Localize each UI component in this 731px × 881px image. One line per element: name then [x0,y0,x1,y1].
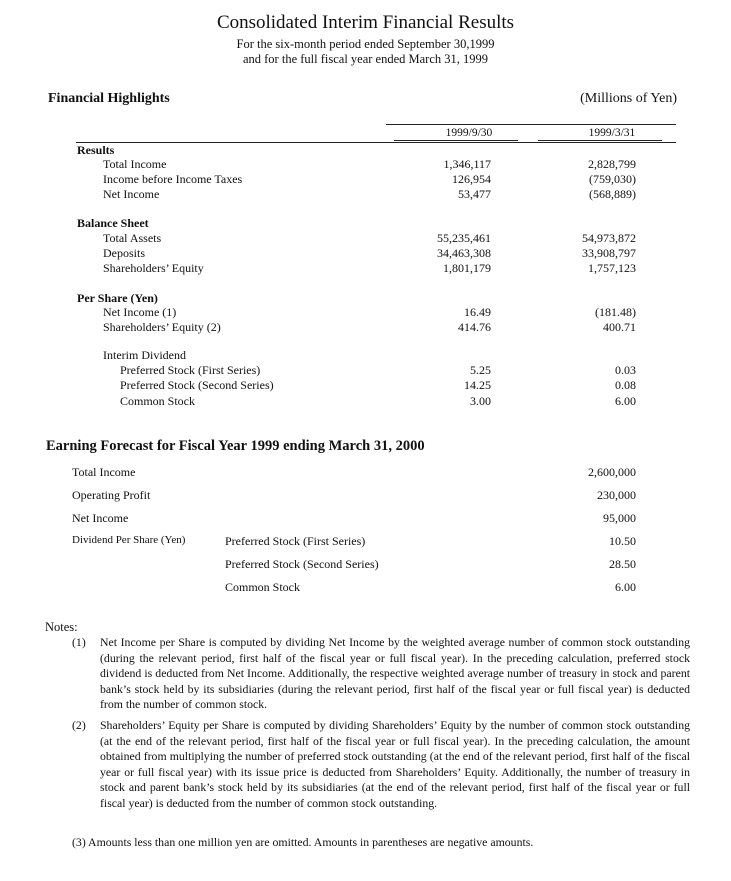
row-label: Net Income (1) [103,305,177,319]
value-cell: 126,954 [452,172,491,186]
note-2-text: Shareholders’ Equity per Share is computed by dividing Shareholders’ Equity by the number of common stock outstanding (at the end of the relevant period, first half of the fiscal year or full fiscal year). In the preceding calculation, the amount obtained from multiplying the number of preferred stock outstanding (at the end of the relevant period, first half of the fiscal year or full fiscal year) with its issue price is deducted from Shareholders’ Equity. Additionally, the number of treasury in stock and parent bank’s stock held by its subsidiaries (at the end of the relevant period, first half of the fiscal year or full fiscal year) is deducted from the number of common stock outstanding. [100,718,690,810]
forecast-label: Preferred Stock (First Series) [225,534,366,548]
value-cell: (568,889) [589,187,636,201]
value-cell: 1,757,123 [588,261,636,275]
row-label: Deposits [103,246,145,260]
forecast-value: 95,000 [603,511,636,525]
forecast-value: 6.00 [615,580,636,594]
row-label: Preferred Stock (Second Series) [120,378,274,392]
column-rule-2 [538,140,662,141]
note-number: (1) [72,635,86,649]
notes-heading: Notes: [45,620,78,634]
unit-label: (Millions of Yen) [580,91,677,106]
value-cell: 16.49 [464,305,491,319]
dividend-per-share-label: Dividend Per Share (Yen) [72,534,186,546]
subtitle-line-2: and for the full fiscal year ended March 31, 1999 [242,52,489,66]
value-cell: 54,973,872 [582,231,636,245]
row-label: Shareholders’ Equity (2) [103,320,221,334]
per-share-heading: Per Share (Yen) [77,291,158,305]
interim-dividend-heading: Interim Dividend [103,348,186,362]
row-label: Shareholders’ Equity [103,261,204,275]
column-rule-1 [394,140,518,141]
forecast-value: 28.50 [609,557,636,571]
subtitle-line-1: For the six-month period ended September 30,1999 [236,37,495,51]
value-cell: 1,801,179 [443,261,491,275]
value-cell: 1,346,117 [443,157,491,171]
document-title: Consolidated Interim Financial Results [216,12,515,33]
row-label: Income before Income Taxes [103,172,243,186]
value-cell: 5.25 [470,363,491,377]
balance-sheet-heading: Balance Sheet [77,216,149,230]
note-number: (2) [72,718,86,732]
row-label: Common Stock [120,394,196,408]
results-heading: Results [77,143,115,157]
forecast-label: Total Income [72,465,136,479]
top-rule [386,124,676,125]
value-cell: (181.48) [595,305,636,319]
row-label: Preferred Stock (First Series) [120,363,261,377]
value-cell: 34,463,308 [437,246,491,260]
value-cell: 14.25 [464,378,491,392]
value-cell: 414.76 [458,320,491,334]
note-1-text: Net Income per Share is computed by dividing Net Income by the weighted average number of common stock outstanding (during the relevant period, first half of the fiscal year or full fiscal year). In the preceding calculation, preferred stock dividend is deducted from Net Income. Additionally, the respective weighted average number of treasury in stock and parent bank’s stock held by its subsidiaries (during the relevant period, first half of the fiscal year or full fiscal year) is deducted from the number of common stock. [100,635,690,712]
value-cell: 3.00 [470,394,491,408]
financial-highlights-title: Financial Highlights [48,91,170,106]
forecast-label: Common Stock [225,580,301,594]
forecast-label: Preferred Stock (Second Series) [225,557,379,571]
value-cell: 0.08 [615,378,636,392]
forecast-value: 230,000 [597,488,636,502]
value-cell: (759,030) [589,172,636,186]
earning-forecast-title: Earning Forecast for Fiscal Year 1999 ending March 31, 2000 [46,438,425,454]
value-cell: 33,908,797 [582,246,636,260]
column-header-1999-9-30: 1999/9/30 [445,127,493,139]
forecast-value: 10.50 [609,534,636,548]
value-cell: 400.71 [603,320,636,334]
column-header-1999-3-31: 1999/3/31 [588,127,636,139]
forecast-label: Net Income [72,511,129,525]
row-label: Net Income [103,187,160,201]
value-cell: 55,235,461 [437,231,491,245]
forecast-value: 2,600,000 [588,465,636,479]
forecast-label: Operating Profit [72,488,151,502]
value-cell: 0.03 [615,363,636,377]
header-bottom-rule [76,142,676,143]
value-cell: 6.00 [615,394,636,408]
row-label: Total Income [103,157,167,171]
value-cell: 2,828,799 [588,157,636,171]
row-label: Total Assets [103,231,162,245]
note-3-text: (3) Amounts less than one million yen are omitted. Amounts in parentheses are negative amounts. [72,835,534,849]
value-cell: 53,477 [458,187,491,201]
